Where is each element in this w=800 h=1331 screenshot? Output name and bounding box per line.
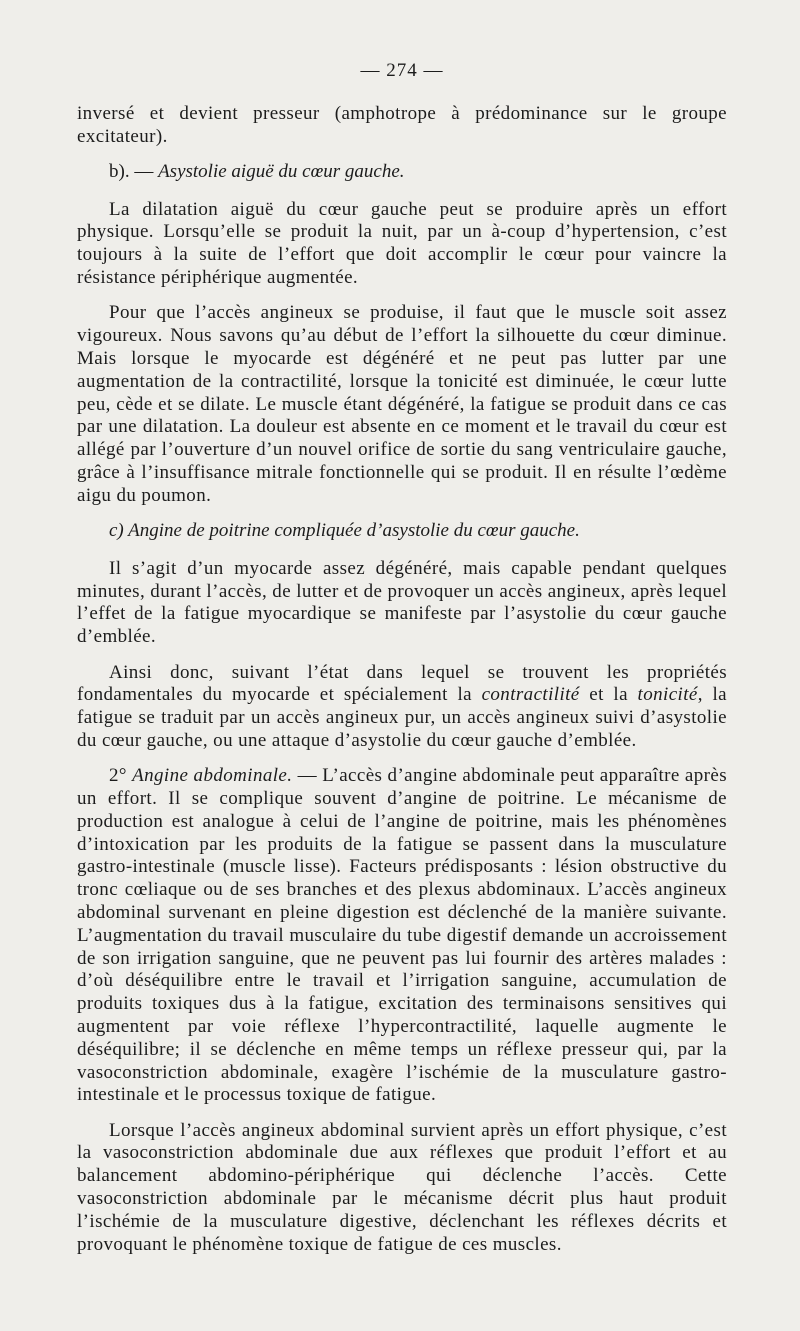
section-c-heading: c) Angine de poitrine compliquée d’asystolie du cœur gauche. [109,520,580,542]
paragraph-abdominal-angina [77,765,727,1107]
text-fragment: Ainsi donc, suivant l’état dans lequel se trouvent les propriétés fondamentales du myocarde et spécialement la [77,661,727,706]
paragraph-fundamental-properties [77,662,727,753]
text-fragment: , la fatigue se traduit par un accès angineux pur, un accès angineux suivi d’asystolie du cœur gauche, ou une attaque d’asystolie du cœur gauche d’emblée. [77,684,727,751]
document-page [77,60,727,1269]
section-b-title: Asystolie aiguë du cœur gauche. [158,160,405,182]
term-contractility: contractilité [481,684,580,706]
paragraph-anginal-access: Pour que l’accès angineux se produise, il faut que le muscle soit assez vigoureux. Nous savons qu’au début de l’effort la silhouette du cœur diminue. Mais lorsque le myocarde est dégénéré et ne peut pas lutter par une augmentation de la contractilité, lorsque la tonicité est diminuée, le cœur lutte peu, cède et se dilate. Le muscle étant dégénéré, la fatigue se produit dans ce cas par une dilatation. La douleur est absente en ce moment et le travail du cœur est allégé par l’ouverture d’un nouvel orifice de sortie du sang ventriculaire gauche, grâce à l’insuffisance mitrale fonctionnelle qui se produit. Il en résulte l’œdème aigu du poumon. [77,302,727,506]
section-b-heading [77,161,727,184]
section-2-title: Angine abdominale. [132,765,293,787]
paragraph-final: Lorsque l’accès angineux abdominal survient après un effort physique, c’est la vasoconstriction abdominale due aux réflexes que produit l’effort et au balancement abdomino-périphérique qui déclenche l’accès. Cette vasoconstriction abdominale par le mécanisme décrit plus haut produit l’ischémie de la musculature digestive, déclenchant les réflexes décrits et provoquant le phénomène toxique de fatigue de ces muscles. [77,1119,727,1255]
section-2-text: — L’accès d’angine abdominale peut apparaître après un effort. Il se complique souvent d’angine de poitrine. Le mécanisme de production est analogue à celui de l’angine de poitrine, mais les phénomènes d’intoxication par les produits de la fatigue se passent dans la musculature gastro-intestinale (muscle lisse). Facteurs prédisposants : lésion obstructive du tronc cœliaque ou de ses branches et des plexus abdominaux. L’accès angineux abdominal survenant en pleine digestion est déclenché de la manière suivante. L’augmentation du travail musculaire du tube digestif demande un accroissement de son irrigation sanguine, que ne peuvent pas lui fournir des artères malades : d’où déséquilibre entre le travail et l’irrigation sanguine, accumulation de produits toxiques dus à la fatigue, excitation des terminaisons sensitives qui augmentent par voie réflexe l’hypercontractilité, laquelle augmente le déséquilibre; il se déclenche en même temps un réflexe presseur qui, par la vasoconstriction abdominale, exagère l’ischémie de la musculature gastro-intestinale et le processus toxique de fatigue. [77,765,728,1106]
section-b-label: b). — [109,160,154,182]
text-fragment: et la [579,684,638,706]
page-number: — 274 — [360,60,444,81]
opening-paragraph: inversé et devient presseur (amphotrope à prédominance sur le groupe excitateur). [77,102,727,147]
paragraph-degenerated-myocardium: Il s’agit d’un myocarde assez dégénéré, mais capable pendant quelques minutes, durant l’accès, de lutter et de provoquer un accès angineux, après lequel l’effet de la fatigue myocardique se manifeste par l’asystolie du cœur gauche d’emblée. [77,557,727,648]
paragraph-acute-dilatation: La dilatation aiguë du cœur gauche peut se produire après un effort physique. Lorsqu’elle se produit la nuit, par un à-coup d’hypertension, c’est toujours à la suite de l’effort que doit accomplir le cœur pour vaincre la résistance périphérique augmentée. [77,198,727,289]
term-tonicity: tonicité [637,684,698,706]
section-2-label: 2° [109,765,127,787]
